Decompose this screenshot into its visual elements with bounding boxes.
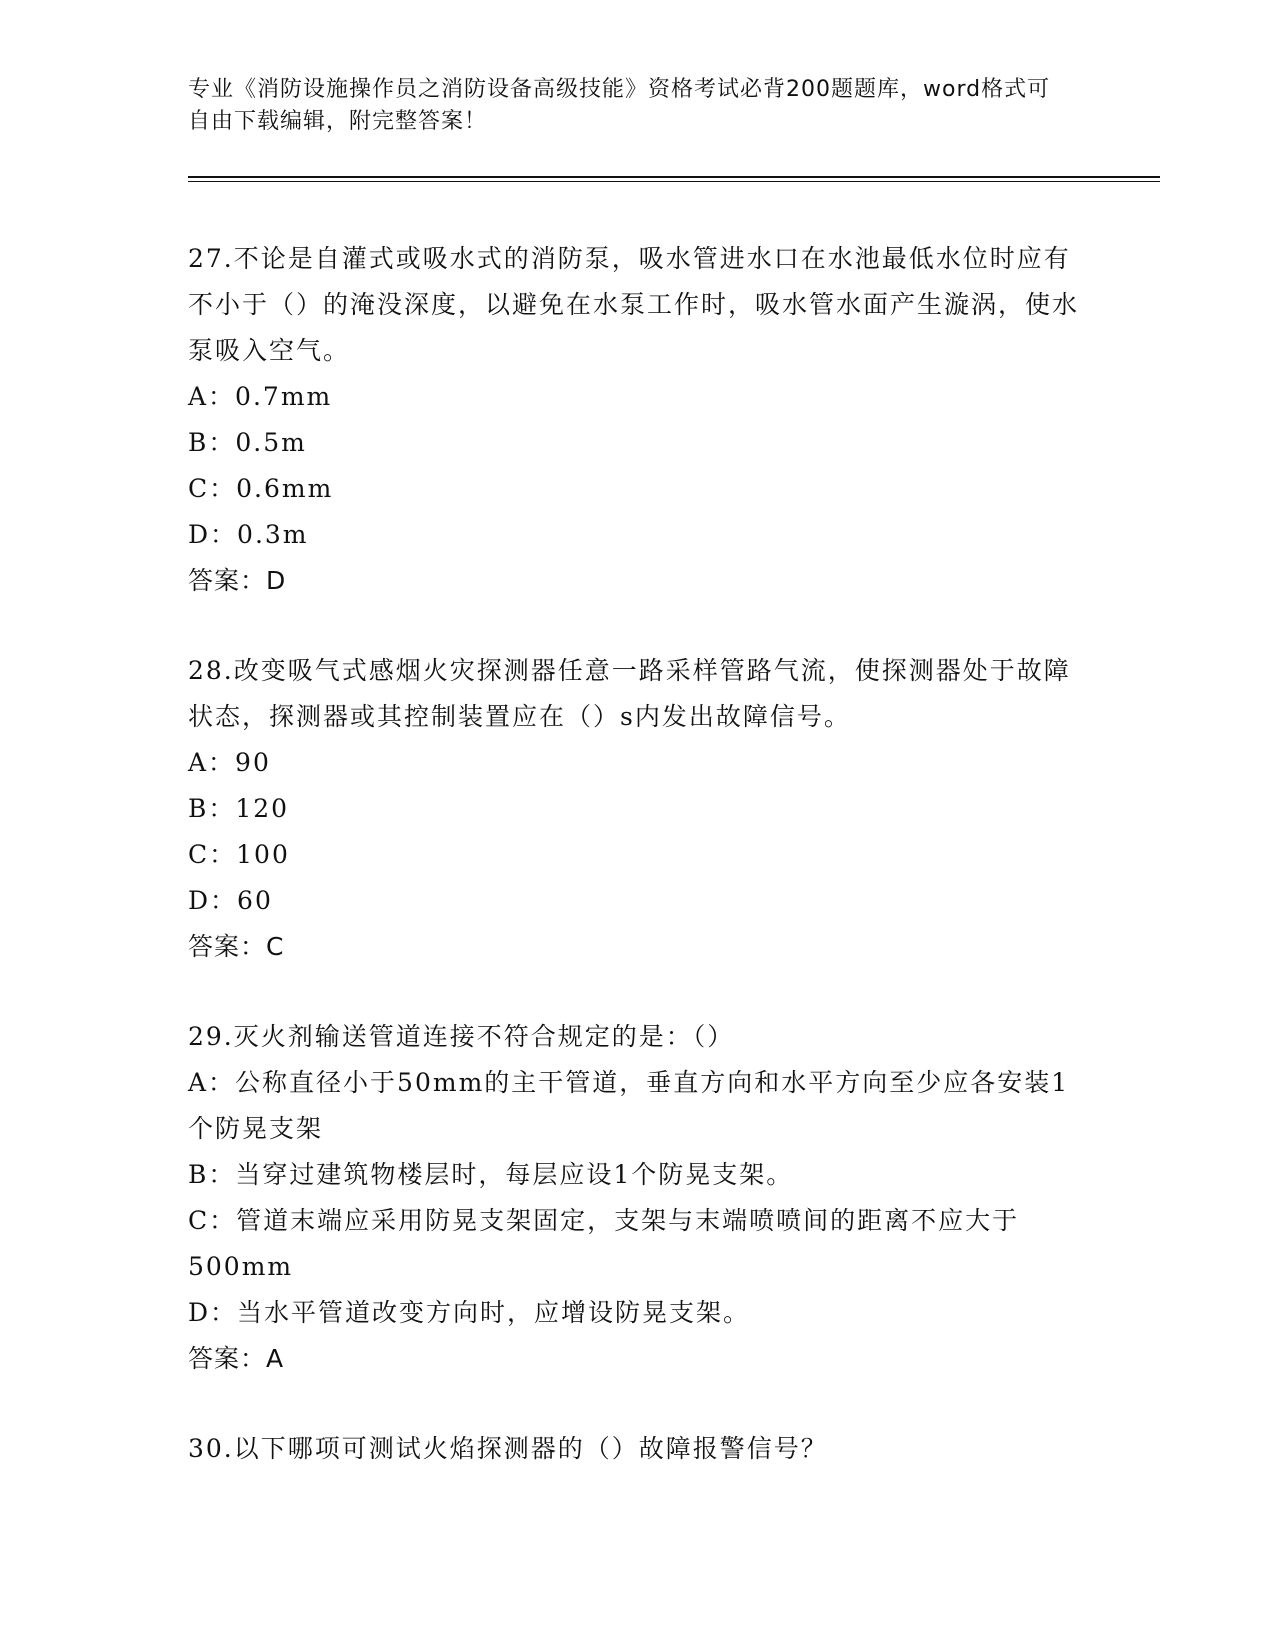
answer-text: 答案：C	[188, 932, 285, 961]
question-stem: 29.灭火剂输送管道连接不符合规定的是：（）	[188, 1022, 735, 1051]
answer-text: 答案：A	[188, 1344, 285, 1373]
option-d: D：0.3m	[188, 520, 309, 549]
option-b: B：0.5m	[188, 428, 307, 457]
option-c: C：0.6mm	[188, 474, 334, 503]
option-d: D：60	[188, 886, 273, 915]
document-header: 专业《消防设施操作员之消防设备高级技能》资格考试必背200题题库，word格式可自由下载编辑，附完整答案！	[188, 77, 1051, 134]
option-a: A：公称直径小于50mm的主干管道，垂直方向和水平方向至少应各安装1个防晃支架	[188, 1068, 1070, 1143]
question-list	[188, 236, 1088, 1472]
question-29	[188, 1014, 1088, 1382]
option-b: B：当穿过建筑物楼层时，每层应设1个防晃支架。	[188, 1160, 794, 1189]
option-b: B：120	[188, 794, 290, 823]
question-27	[188, 236, 1088, 604]
question-stem: 27.不论是自灌式或吸水式的消防泵，吸水管进水口在水池最低水位时应有不小于（）的淹没深度，以避免在水泵工作时，吸水管水面产生漩涡，使水泵吸入空气。	[188, 244, 1080, 365]
option-d: D：当水平管道改变方向时，应增设防晃支架。	[188, 1298, 751, 1327]
option-a: A：0.7mm	[188, 382, 333, 411]
question-30	[188, 1426, 1088, 1472]
question-stem: 30.以下哪项可测试火焰探测器的（）故障报警信号？	[188, 1434, 828, 1463]
option-c: C：管道末端应采用防晃支架固定，支架与末端喷喷间的距离不应大于500mm	[188, 1206, 1020, 1281]
header-divider	[188, 176, 1160, 182]
question-stem: 28.改变吸气式感烟火灾探测器任意一路采样管路气流，使探测器处于故障状态，探测器或其控制装置应在（）s内发出故障信号。	[188, 656, 1071, 731]
option-a: A：90	[188, 748, 271, 777]
option-c: C：100	[188, 840, 290, 869]
question-28	[188, 648, 1088, 970]
answer-text: 答案：D	[188, 566, 287, 595]
